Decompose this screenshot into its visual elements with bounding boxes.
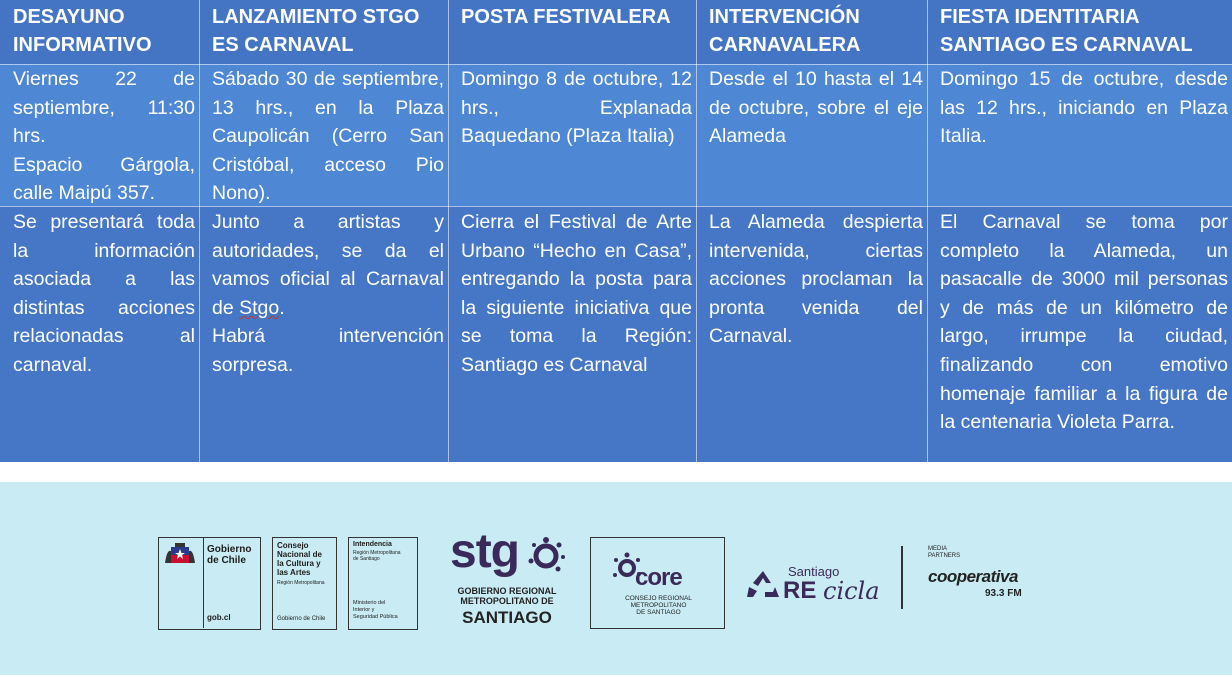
when-text: Viernes 22 de septiembre, 11:30 hrs. — [13, 68, 195, 148]
desc-intervencion — [696, 206, 927, 462]
logo-consejo-cultura — [272, 537, 337, 630]
column-divider — [199, 0, 200, 462]
logo-cooperativa — [928, 546, 1048, 606]
when-lanzamiento — [199, 64, 448, 206]
header-posta — [448, 0, 696, 64]
desc-text — [212, 208, 444, 322]
when-desayuno — [0, 64, 199, 206]
cultura-gob: Gobierno de Chile — [277, 616, 326, 622]
intendencia-ministry — [353, 600, 398, 621]
partner-divider — [901, 546, 903, 609]
when-text: Sábado 30 de septiembre, 13 hrs., en la Plaza Caupolicán (Cerro San Cristóbal, acceso Pio Nono). — [212, 68, 444, 205]
recicla-santiago: Santiago — [788, 564, 840, 579]
logo-stgo — [444, 525, 574, 630]
when-posta — [448, 64, 696, 206]
header-line: CARNAVALERA — [709, 34, 861, 56]
when-fiesta — [927, 64, 1232, 206]
when-text: Espacio Gárgola, calle Maipú 357. — [13, 153, 195, 205]
desc-text: La Alameda despierta intervenida, ciertas acciones proclaman la pronta venida del Carnaval. — [709, 211, 923, 348]
media-partners-label — [928, 546, 960, 560]
gob-url: gob.cl — [207, 613, 231, 622]
stgo-caption — [452, 586, 562, 606]
gob-text — [207, 544, 251, 566]
logo-santiago-recicla — [745, 564, 890, 609]
recicla-cicla: cicla — [823, 577, 880, 605]
media-line: PARTNERS — [928, 553, 961, 559]
when-text: Domingo 15 de octubre, desde las 12 hrs., iniciando en Plaza Italia. — [940, 68, 1228, 148]
row-divider — [0, 206, 1232, 207]
desc-text: Cierra el Festival de Arte Urbano “Hecho en Casa”, entregando la posta para la siguiente iniciativa que se toma la Región: Santiago es Carnaval — [461, 211, 692, 376]
cultura-text — [277, 541, 322, 577]
header-line: ES CARNAVAL — [212, 34, 354, 56]
header-desayuno — [0, 0, 199, 64]
stgo-burst-icon — [526, 536, 566, 576]
desc-part: Junto a artistas y autoridades, se da el vamos oficial al Carnaval de — [212, 211, 444, 319]
stgo-line: GOBIERNO REGIONAL — [457, 586, 557, 596]
header-line: INFORMATIVO — [13, 34, 152, 56]
cultura-line: Nacional de — [277, 550, 322, 559]
intendencia-line: Ministerio del — [353, 600, 386, 606]
logo-core — [590, 537, 725, 629]
core-caption — [591, 595, 726, 616]
recicla-re: RE — [783, 577, 817, 604]
desc-posta — [448, 206, 696, 462]
core-wordmark: core — [635, 564, 682, 591]
desc-lanzamiento — [199, 206, 448, 462]
intendencia-sub — [353, 550, 401, 562]
stgo-santiago: SANTIAGO — [462, 608, 552, 627]
column-divider — [448, 0, 449, 462]
intendencia-line: Seguridad Pública — [353, 614, 398, 620]
when-text: Domingo 8 de octubre, 12 hrs., Explanada Baquedano (Plaza Italia) — [461, 68, 692, 148]
when-text: Desde el 10 hasta el 14 de octubre, sobre el eje Alameda — [709, 68, 923, 148]
intendencia-line: Región Metropolitana — [353, 550, 401, 556]
logo-gobierno-de-chile — [158, 537, 261, 630]
cooperativa-freq: 93.3 FM — [985, 588, 1022, 599]
header-line: DESAYUNO — [13, 6, 125, 28]
cultura-line: Consejo — [277, 541, 309, 550]
desc-text: Se presentará toda la información asociada a las distintas acciones relacionadas al carnaval. — [13, 211, 195, 376]
media-line: MEDIA — [928, 546, 948, 552]
cultura-line: la Cultura y — [277, 559, 321, 568]
logo-intendencia — [348, 537, 418, 630]
intendencia-line: de Santiago — [353, 556, 380, 562]
intendencia-title: Intendencia — [353, 541, 392, 548]
intendencia-line: Interior y — [353, 607, 375, 613]
sponsor-footer — [0, 482, 1232, 675]
spellcheck-word: Stgo — [239, 296, 280, 319]
desc-part: . — [279, 296, 285, 319]
cooperativa-wordmark: cooperativa — [928, 567, 1018, 586]
when-intervencion — [696, 64, 927, 206]
header-intervencion — [696, 0, 927, 64]
desc-text: El Carnaval se toma por completo la Alameda, un pasacalle de 3000 mil personas y de más de un kilómetro de largo, irrumpe la ciudad, finalizando con emotivo homenaje familiar a la figura de la centenaria Violeta Parra. — [940, 211, 1228, 434]
column-divider — [927, 0, 928, 462]
desc-fiesta — [927, 206, 1232, 462]
logo-divider — [203, 538, 204, 628]
desc-desayuno — [0, 206, 199, 462]
chile-coat-of-arms-icon — [163, 541, 197, 571]
core-line: CONSEJO REGIONAL — [625, 595, 692, 602]
gob-line: de Chile — [207, 555, 246, 566]
stgo-line: METROPOLITANO DE — [460, 596, 554, 606]
core-line: DE SANTIAGO — [636, 609, 681, 616]
header-line: FIESTA IDENTITARIA — [940, 6, 1140, 28]
stgo-wordmark: stg — [450, 525, 519, 578]
header-lanzamiento — [199, 0, 448, 64]
header-line: POSTA FESTIVALERA — [461, 6, 671, 28]
header-line: SANTIAGO ES CARNAVAL — [940, 34, 1193, 56]
cultura-line: las Artes — [277, 568, 311, 577]
row-divider — [0, 64, 1232, 65]
desc-text: Habrá intervención sorpresa. — [212, 325, 444, 376]
gob-line: Gobierno — [207, 544, 252, 555]
column-divider — [696, 0, 697, 462]
core-line: METROPOLITANO — [630, 602, 687, 609]
header-fiesta — [927, 0, 1232, 64]
header-line: LANZAMIENTO STGO — [212, 6, 420, 28]
recycle-icon — [745, 569, 781, 601]
cultura-region: Región Metropolitana — [277, 580, 325, 586]
header-line: INTERVENCIÓN — [709, 6, 860, 28]
